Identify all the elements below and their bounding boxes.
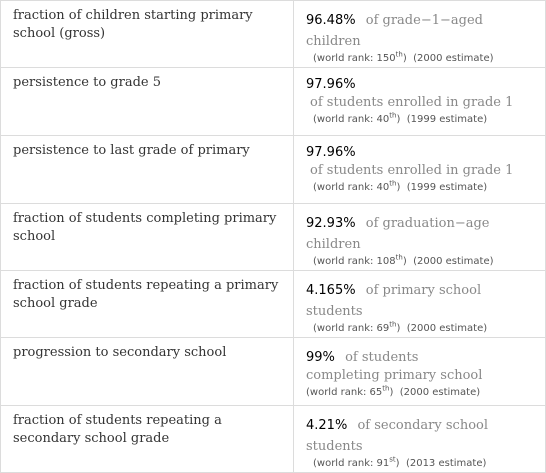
rank-close: ) [395, 458, 400, 469]
rank-info [306, 180, 537, 196]
rank-suffix: st [389, 455, 396, 464]
estimate-year: (2000 estimate) [413, 256, 494, 267]
table-row [1, 68, 546, 136]
table-row [1, 338, 546, 406]
rank-info [306, 456, 537, 472]
rank-close: ) [402, 53, 407, 64]
unit: of students enrolled in grade 1 [310, 163, 514, 178]
world-rank: (world rank: 108 [313, 256, 396, 267]
unit: of grade−1−aged children [306, 13, 483, 49]
value: 92.93% [306, 216, 356, 231]
table-row [1, 204, 546, 271]
rank-suffix: th [389, 179, 397, 188]
world-rank: (world rank: 65 [306, 387, 383, 398]
estimate-year: (1999 estimate) [406, 114, 488, 125]
row-value-cell [294, 406, 546, 473]
estimate-year: (2000 estimate) [406, 323, 488, 334]
rank-info [306, 321, 537, 337]
world-rank: (world rank: 40 [313, 182, 390, 193]
unit: of students [345, 350, 419, 365]
row-value-cell [294, 271, 546, 338]
rank-suffix: th [395, 50, 403, 59]
row-value-cell [294, 204, 546, 271]
table-row [1, 1, 546, 68]
value: 96.48% [306, 13, 356, 28]
world-rank: (world rank: 91 [313, 458, 390, 469]
rank-info [306, 112, 537, 128]
table-row [1, 406, 546, 473]
unit: of secondary school students [306, 418, 488, 454]
rank-suffix: th [395, 253, 403, 262]
rank-close: ) [389, 387, 394, 398]
row-label: fraction of students repeating a secondary school grade [1, 406, 294, 473]
unit: of students enrolled in grade 1 [310, 95, 514, 110]
row-value-cell [294, 338, 546, 406]
table-row [1, 271, 546, 338]
value: 97.96% [306, 77, 356, 92]
rank-close: ) [396, 182, 401, 193]
row-label: fraction of students completing primary school [1, 204, 294, 271]
rank-close: ) [402, 256, 407, 267]
row-value-cell [294, 68, 546, 136]
estimate-year: (1999 estimate) [406, 182, 488, 193]
value: 4.165% [306, 283, 356, 298]
table-row [1, 136, 546, 204]
world-rank: (world rank: 150 [313, 53, 396, 64]
unit: of primary school students [306, 283, 482, 319]
rank-close: ) [396, 114, 401, 125]
value: 97.96% [306, 145, 356, 160]
row-label: fraction of students repeating a primary school grade [1, 271, 294, 338]
row-label: fraction of children starting primary school (gross) [1, 1, 294, 68]
world-rank: (world rank: 69 [313, 323, 390, 334]
rank-suffix: th [389, 111, 397, 120]
rank-suffix: th [389, 320, 397, 329]
unit-continued: completing primary school [306, 368, 483, 383]
row-label: persistence to grade 5 [1, 68, 294, 136]
rank-info [306, 51, 537, 67]
rank-info [306, 254, 537, 270]
row-value-cell [294, 1, 546, 68]
estimate-year: (2013 estimate) [405, 458, 487, 469]
value: 99% [306, 350, 335, 365]
row-value-cell [294, 136, 546, 204]
value: 4.21% [306, 418, 348, 433]
rank-info [306, 385, 537, 401]
rank-close: ) [396, 323, 401, 334]
row-label: persistence to last grade of primary [1, 136, 294, 204]
world-rank: (world rank: 40 [313, 114, 390, 125]
unit: of graduation−age children [306, 216, 490, 252]
row-label: progression to secondary school [1, 338, 294, 406]
estimate-year: (2000 estimate) [399, 387, 481, 398]
estimate-year: (2000 estimate) [413, 53, 494, 64]
rank-suffix: th [382, 384, 390, 393]
